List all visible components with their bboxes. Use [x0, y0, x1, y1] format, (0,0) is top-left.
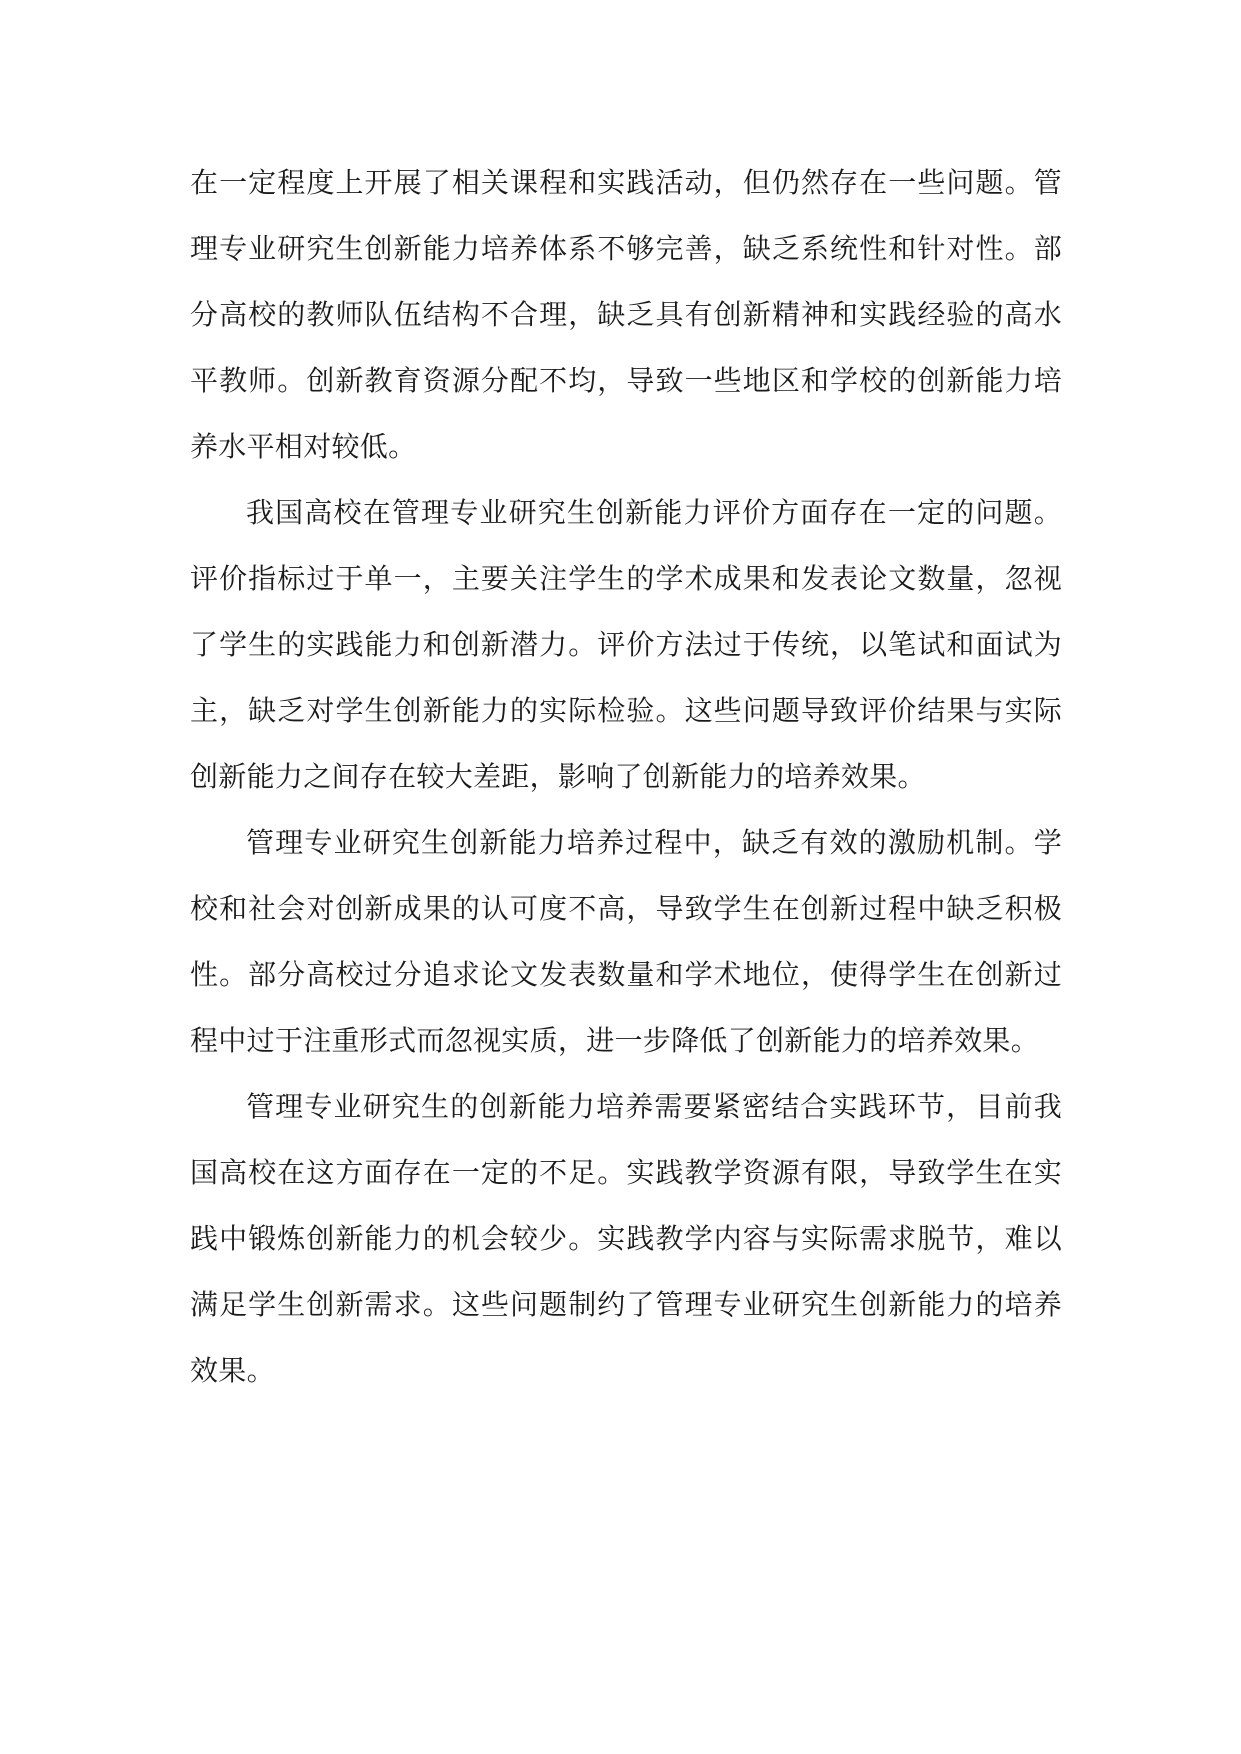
document-body [190, 150, 1062, 1404]
paragraph-continuation: 在一定程度上开展了相关课程和实践活动，但仍然存在一些问题。管理专业研究生创新能力培养体系不够完善，缺乏系统性和针对性。部分高校的教师队伍结构不合理，缺乏具有创新精神和实践经验的高水平教师。创新教育资源分配不均，导致一些地区和学校的创新能力培养水平相对较低。 [190, 166, 1062, 463]
paragraph-practice-shortcomings: 管理专业研究生的创新能力培养需要紧密结合实践环节，目前我国高校在这方面存在一定的不足。实践教学资源有限，导致学生在实践中锻炼创新能力的机会较少。实践教学内容与实际需求脱节，难以满足学生创新需求。这些问题制约了管理专业研究生创新能力的培养效果。 [190, 1090, 1062, 1387]
paragraph-incentive-mechanism: 管理专业研究生创新能力培养过程中，缺乏有效的激励机制。学校和社会对创新成果的认可度不高，导致学生在创新过程中缺乏积极性。部分高校过分追求论文发表数量和学术地位，使得学生在创新过程中过于注重形式而忽视实质，进一步降低了创新能力的培养效果。 [190, 826, 1062, 1057]
paragraph-evaluation-issues: 我国高校在管理专业研究生创新能力评价方面存在一定的问题。评价指标过于单一，主要关注学生的学术成果和发表论文数量，忽视了学生的实践能力和创新潜力。评价方法过于传统，以笔试和面试为主，缺乏对学生创新能力的实际检验。这些问题导致评价结果与实际创新能力之间存在较大差距，影响了创新能力的培养效果。 [190, 496, 1062, 793]
